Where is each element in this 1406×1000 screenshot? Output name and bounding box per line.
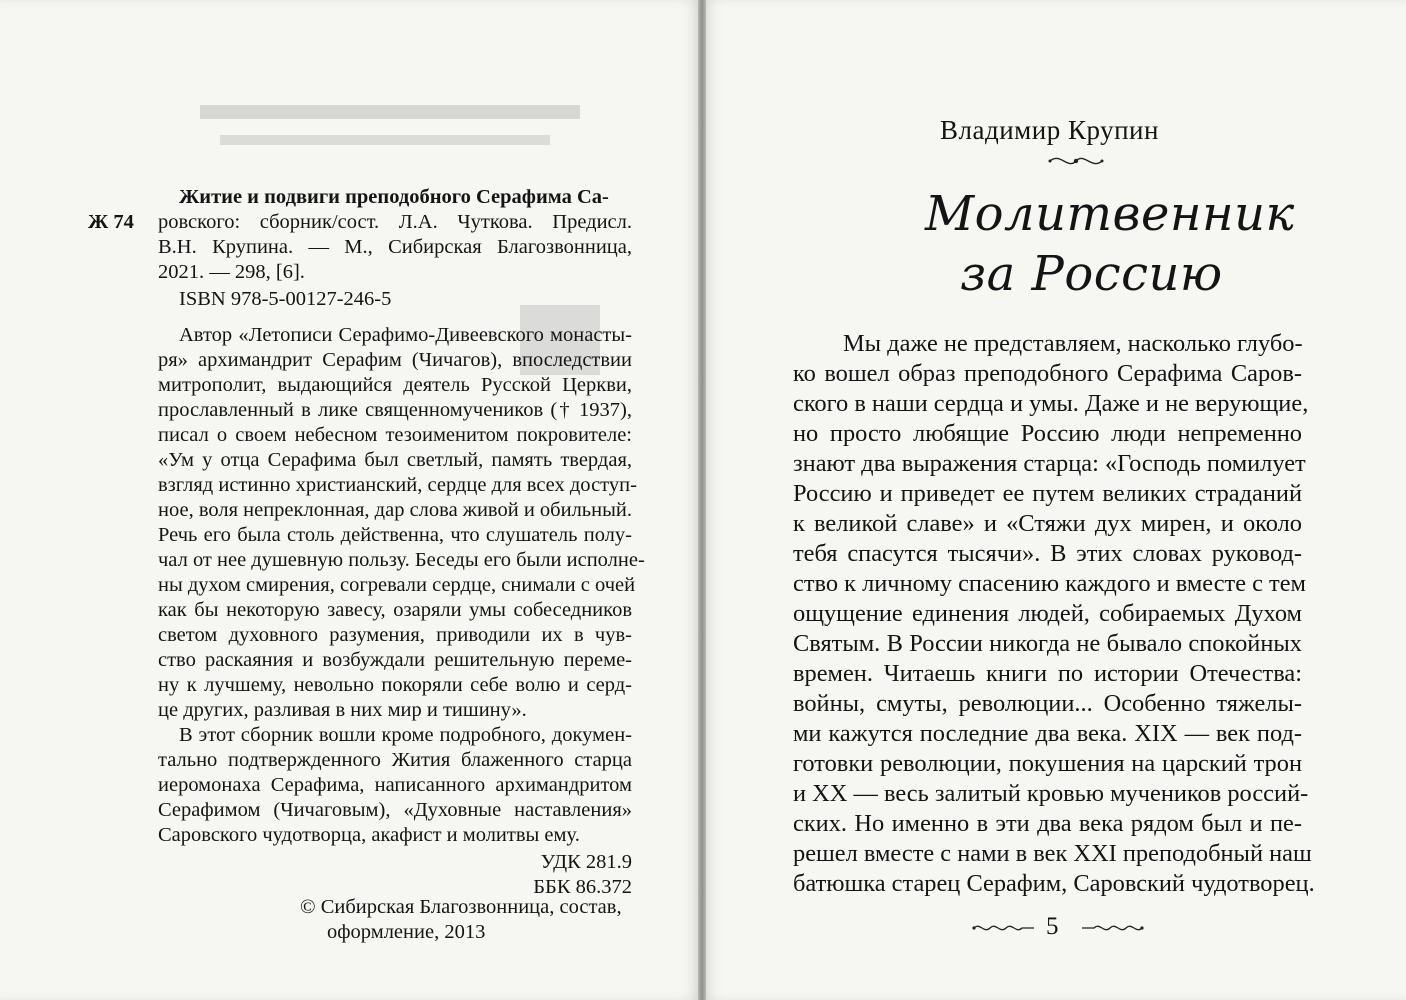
page-number: 5 — [1046, 913, 1059, 940]
chapter-title-line2: за Россию — [960, 246, 1223, 302]
bibliographic-code: Ж 74 — [88, 211, 134, 233]
annotation-line: Речь его была столь действенна, что слушатель полу- — [158, 524, 632, 546]
page-number-vine-right-icon — [1080, 920, 1144, 936]
body-line: войны, смуты, революции... Особенно тяжелы- — [793, 690, 1302, 717]
chapter-title-line1: Молитвенник — [925, 186, 1295, 242]
body-line: Мы даже не представляем, насколько глубо- — [843, 330, 1303, 357]
body-line: но просто любящие Россию люди непременно — [793, 420, 1302, 447]
catalog-title-line: Житие и подвиги преподобного Серафима Са- — [179, 186, 609, 208]
author-name: Владимир Крупин — [940, 115, 1159, 145]
annotation-line: ря» архимандрит Серафим (Чичагов), впоследствии — [158, 349, 632, 371]
annotation-line: «Ум у отца Серафима был светлый, память твердая, — [158, 449, 632, 471]
body-line: времен. Читаешь книги по истории Отечества: — [793, 660, 1302, 687]
bbk-code: ББК 86.372 — [533, 876, 632, 898]
page-number-vine-left-icon — [972, 920, 1036, 936]
flourish-ornament-icon — [1046, 150, 1106, 172]
catalog-line: В.Н. Крупина. — М., Сибирская Благозвонница, — [158, 236, 632, 258]
annotation-line: митрополит, выдающийся деятель Русской Церкви, — [158, 374, 632, 396]
annotation-line: це других, разливая в них мир и тишину». — [158, 699, 527, 721]
annotation-line: как бы некоторую завесу, озаряли умы собеседников — [158, 599, 632, 621]
catalog-line: 2021. — 298, [6]. — [158, 261, 305, 283]
annotation-line: писал о своем небесном тезоименитом покровителе: — [158, 424, 632, 446]
body-line: ство к личному спасению каждого и вместе с тем — [793, 570, 1306, 597]
body-line: ских. Но именно в эти два века рядом был и пе- — [793, 810, 1302, 837]
annotation-line: взгляд истинно христианский, сердце для всех доступ- — [158, 474, 637, 496]
body-line: ощущение единения людей, собираемых Духом — [793, 600, 1302, 627]
body-line: ми кажутся последние два века. XIX — век под- — [793, 720, 1302, 747]
body-line: ского в наши сердца и умы. Даже и не верующие, — [793, 390, 1309, 417]
left-page-content — [0, 0, 700, 1000]
copyright-line: оформление, 2013 — [327, 921, 486, 943]
annotation-line: Серафимом (Чичаговым), «Духовные наставления» — [158, 799, 632, 821]
annotation-line: В этот сборник вошли кроме подробного, докумен- — [179, 724, 632, 746]
body-line: к великой славе» и «Стяжи дух мирен, и около — [793, 510, 1302, 537]
annotation-line: светом духовного разумения, приводили их в чув- — [158, 624, 632, 646]
annotation-line: ны духом смирения, согревали сердце, снимали с очей — [158, 574, 636, 596]
body-line: знают два выражения старца: «Господь помилует — [793, 450, 1306, 477]
catalog-line: ровского: сборник/сост. Л.А. Чуткова. Предисл. — [158, 211, 632, 233]
annotation-line: чал от нее душевную пользу. Беседы его были исполне- — [158, 549, 645, 571]
annotation-line: ну к лучшему, невольно покоряли себе волю и серд- — [158, 674, 632, 696]
body-line: батюшка старец Серафим, Саровский чудотворец. — [793, 870, 1315, 897]
body-line: тебя спасутся тысячи». В этих словах руковод- — [793, 540, 1302, 567]
copyright-line: © Сибирская Благозвонница, состав, — [300, 896, 622, 918]
annotation-line: тально подтвержденного Жития блаженного старца — [158, 749, 632, 771]
body-line: ко вошел образ преподобного Серафима Саров- — [793, 360, 1302, 387]
annotation-line: прославленный в лике священномучеников († 1937), — [158, 399, 632, 421]
body-line: Святым. В России никогда не бывало спокойных — [793, 630, 1302, 657]
udk-code: УДК 281.9 — [540, 851, 632, 873]
body-line: Россию и приведет ее путем великих страданий — [793, 480, 1302, 507]
annotation-line: иеромонаха Серафима, написанного архимандритом — [158, 774, 632, 796]
annotation-line: Саровского чудотворца, акафист и молитвы ему. — [158, 824, 580, 846]
body-line: решел вместе с нами в век XXI преподобный наш — [793, 840, 1312, 867]
annotation-line: Автор «Летописи Серафимо-Дивеевского монасты- — [179, 324, 632, 346]
body-line: и XX — весь залитый кровью мучеников россий- — [793, 780, 1309, 807]
body-line: готовки революции, покушения на царский трон — [793, 750, 1302, 777]
annotation-line: ное, воля непреклонная, дар слова живой и обильный. — [158, 499, 632, 521]
isbn: ISBN 978-5-00127-246-5 — [179, 288, 392, 310]
annotation-line: ство раскаяния и возбуждали решительную переме- — [158, 649, 632, 671]
